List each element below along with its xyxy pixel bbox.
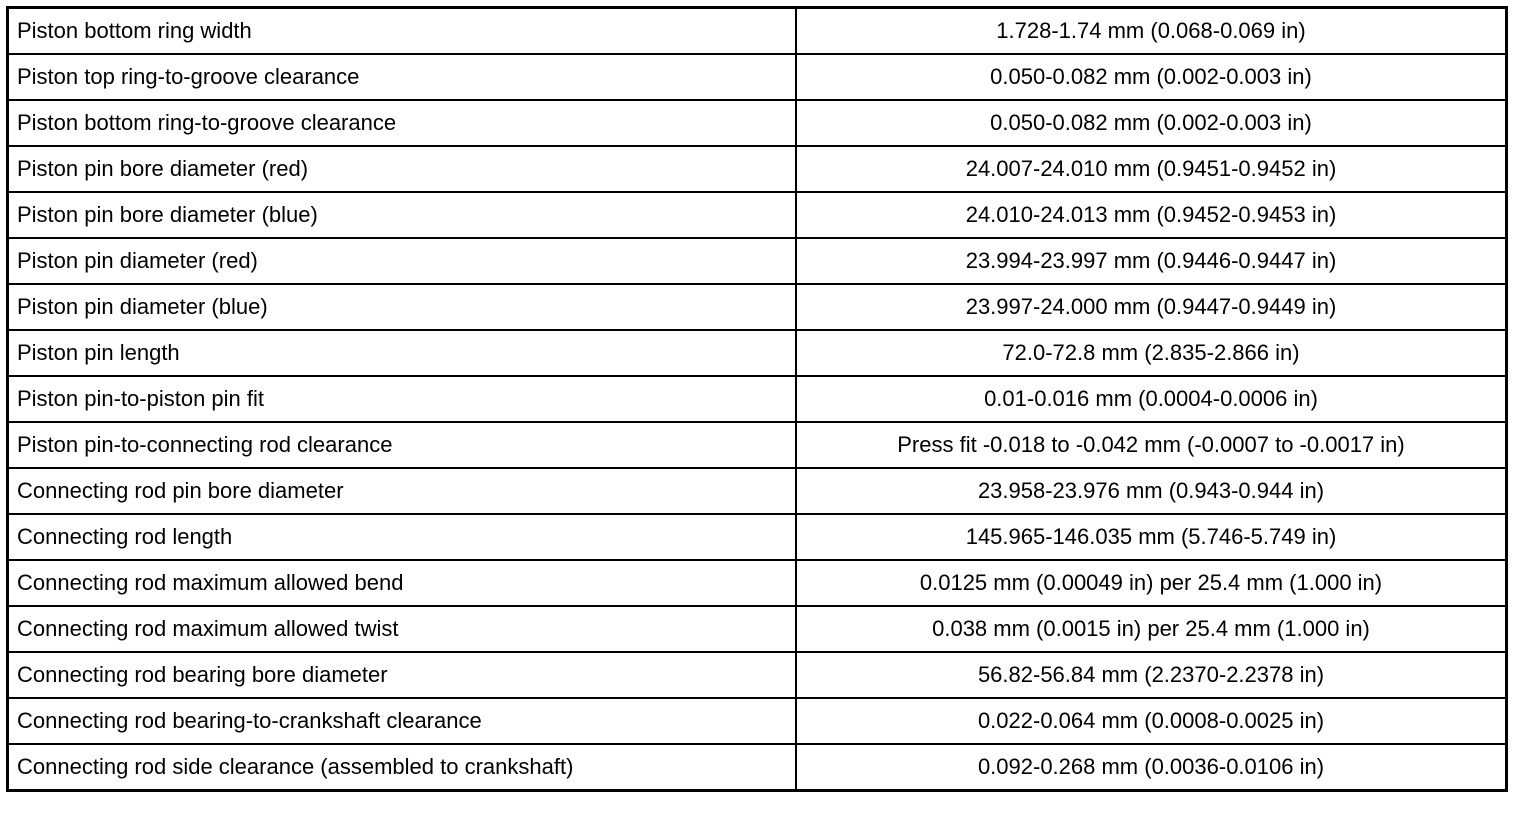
table-row <box>8 652 1507 698</box>
spec-value: 145.965-146.035 mm (5.746-5.749 in) <box>796 514 1507 560</box>
table-row <box>8 54 1507 100</box>
spec-label: Piston top ring-to-groove clearance <box>8 54 797 100</box>
spec-label: Connecting rod maximum allowed twist <box>8 606 797 652</box>
spec-value: 0.022-0.064 mm (0.0008-0.0025 in) <box>796 698 1507 744</box>
spec-value: 23.997-24.000 mm (0.9447-0.9449 in) <box>796 284 1507 330</box>
spec-label: Piston pin bore diameter (red) <box>8 146 797 192</box>
spec-label: Connecting rod length <box>8 514 797 560</box>
spec-value: 72.0-72.8 mm (2.835-2.866 in) <box>796 330 1507 376</box>
table-row <box>8 744 1507 791</box>
table-row <box>8 514 1507 560</box>
table-row <box>8 8 1507 55</box>
table-row <box>8 468 1507 514</box>
table-row <box>8 698 1507 744</box>
spec-label: Connecting rod bearing bore diameter <box>8 652 797 698</box>
spec-label: Connecting rod bearing-to-crankshaft clearance <box>8 698 797 744</box>
table-row <box>8 146 1507 192</box>
spec-value: 56.82-56.84 mm (2.2370-2.2378 in) <box>796 652 1507 698</box>
spec-label: Piston pin-to-piston pin fit <box>8 376 797 422</box>
table-row <box>8 376 1507 422</box>
spec-value: 0.01-0.016 mm (0.0004-0.0006 in) <box>796 376 1507 422</box>
table-row <box>8 284 1507 330</box>
spec-label: Piston pin bore diameter (blue) <box>8 192 797 238</box>
spec-value: 24.007-24.010 mm (0.9451-0.9452 in) <box>796 146 1507 192</box>
spec-value: 0.050-0.082 mm (0.002-0.003 in) <box>796 100 1507 146</box>
spec-value: 0.050-0.082 mm (0.002-0.003 in) <box>796 54 1507 100</box>
spec-label: Piston pin diameter (red) <box>8 238 797 284</box>
spec-value: 0.038 mm (0.0015 in) per 25.4 mm (1.000 in) <box>796 606 1507 652</box>
table-row <box>8 606 1507 652</box>
spec-value: 23.958-23.976 mm (0.943-0.944 in) <box>796 468 1507 514</box>
spec-label: Piston pin diameter (blue) <box>8 284 797 330</box>
spec-label: Piston bottom ring-to-groove clearance <box>8 100 797 146</box>
table-row <box>8 422 1507 468</box>
table-row <box>8 238 1507 284</box>
table-row <box>8 192 1507 238</box>
spec-value: 1.728-1.74 mm (0.068-0.069 in) <box>796 8 1507 55</box>
spec-label: Connecting rod side clearance (assembled to crankshaft) <box>8 744 797 791</box>
spec-label: Connecting rod maximum allowed bend <box>8 560 797 606</box>
spec-label: Connecting rod pin bore diameter <box>8 468 797 514</box>
table-row <box>8 560 1507 606</box>
spec-value: 24.010-24.013 mm (0.9452-0.9453 in) <box>796 192 1507 238</box>
spec-value: Press fit -0.018 to -0.042 mm (-0.0007 to -0.0017 in) <box>796 422 1507 468</box>
spec-label: Piston pin length <box>8 330 797 376</box>
table-row <box>8 100 1507 146</box>
spec-label: Piston bottom ring width <box>8 8 797 55</box>
table-row <box>8 330 1507 376</box>
spec-label: Piston pin-to-connecting rod clearance <box>8 422 797 468</box>
specifications-table <box>6 6 1508 792</box>
spec-value: 0.092-0.268 mm (0.0036-0.0106 in) <box>796 744 1507 791</box>
spec-value: 0.0125 mm (0.00049 in) per 25.4 mm (1.000 in) <box>796 560 1507 606</box>
table-body <box>8 8 1507 791</box>
spec-value: 23.994-23.997 mm (0.9446-0.9447 in) <box>796 238 1507 284</box>
